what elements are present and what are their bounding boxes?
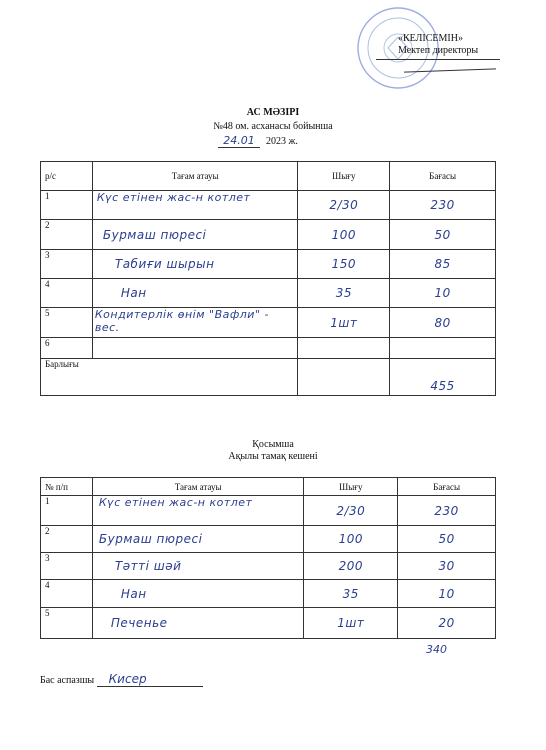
addon-title: Қосымша bbox=[252, 439, 294, 450]
row-no: 1 bbox=[41, 191, 93, 220]
table-row bbox=[41, 496, 496, 526]
row-price: 85 bbox=[390, 250, 496, 279]
date-row bbox=[218, 134, 298, 148]
approval-block bbox=[398, 33, 478, 57]
row-name: Печенье bbox=[92, 608, 304, 639]
approval-underline bbox=[376, 59, 500, 60]
table-header-row bbox=[41, 162, 496, 191]
row-name: Күс етінен жас-н котлет bbox=[92, 496, 304, 526]
row-no: 4 bbox=[41, 580, 93, 608]
row-output: 100 bbox=[298, 220, 390, 250]
addon-subtitle: Ақылы тамақ кешені bbox=[228, 451, 318, 462]
row-price: 10 bbox=[398, 580, 496, 608]
table-row bbox=[41, 338, 496, 359]
total-value: 455 bbox=[390, 359, 496, 396]
col-header-no: р/с bbox=[41, 162, 93, 191]
row-name: Бурмаш пюресі bbox=[92, 526, 304, 553]
row-name: Нан bbox=[92, 580, 304, 608]
row-price: 50 bbox=[390, 220, 496, 250]
col-header-output: Шығу bbox=[298, 162, 390, 191]
row-price: 20 bbox=[398, 608, 496, 639]
row-no: 3 bbox=[41, 250, 93, 279]
row-price: 80 bbox=[390, 308, 496, 338]
table-row bbox=[41, 608, 496, 639]
row-output: 35 bbox=[304, 580, 398, 608]
paid-meal-table bbox=[40, 477, 496, 639]
row-no: 5 bbox=[41, 608, 93, 639]
row-no: 2 bbox=[41, 220, 93, 250]
chef-signature: Кисер bbox=[97, 672, 203, 687]
approval-line1: «КЕЛІСЕМІН» bbox=[398, 33, 463, 44]
row-price: 230 bbox=[398, 496, 496, 526]
row-no: 3 bbox=[41, 553, 93, 580]
table-row bbox=[41, 250, 496, 279]
row-price: 30 bbox=[398, 553, 496, 580]
row-name: Кондитерлік өнім "Вафли" - вес. bbox=[92, 308, 298, 338]
table-row bbox=[41, 191, 496, 220]
row-name: Күс етінен жас-н котлет bbox=[92, 191, 298, 220]
row-output: 150 bbox=[298, 250, 390, 279]
row-name: Нан bbox=[92, 279, 298, 308]
row-name: Бурмаш пюресі bbox=[92, 220, 298, 250]
table-row bbox=[41, 220, 496, 250]
col-header-name: Тағам атауы bbox=[92, 478, 304, 496]
date-handwritten: 24.01 bbox=[218, 134, 260, 148]
total-row bbox=[41, 359, 496, 396]
row-output bbox=[298, 338, 390, 359]
table-row bbox=[41, 580, 496, 608]
row-no: 2 bbox=[41, 526, 93, 553]
total-label: Барлығы bbox=[41, 359, 298, 396]
col-header-price: Бағасы bbox=[390, 162, 496, 191]
table-row bbox=[41, 279, 496, 308]
chef-signature-row bbox=[40, 672, 203, 687]
row-price: 10 bbox=[390, 279, 496, 308]
row-name: Тәтті шәй bbox=[92, 553, 304, 580]
col-header-output: Шығу bbox=[304, 478, 398, 496]
row-output: 100 bbox=[304, 526, 398, 553]
total-empty-cell bbox=[298, 359, 390, 396]
row-output: 2/30 bbox=[298, 191, 390, 220]
date-year: 2023 ж. bbox=[266, 136, 298, 147]
row-price bbox=[390, 338, 496, 359]
table-row bbox=[41, 553, 496, 580]
menu-table bbox=[40, 161, 496, 396]
row-name bbox=[92, 338, 298, 359]
row-price: 230 bbox=[390, 191, 496, 220]
table-header-row bbox=[41, 478, 496, 496]
col-header-price: Бағасы bbox=[398, 478, 496, 496]
row-output: 1шт bbox=[304, 608, 398, 639]
row-no: 6 bbox=[41, 338, 93, 359]
row-name: Табиғи шырын bbox=[92, 250, 298, 279]
row-output: 2/30 bbox=[304, 496, 398, 526]
chef-label: Бас аспазшы bbox=[40, 675, 95, 686]
row-no: 4 bbox=[41, 279, 93, 308]
approval-line2: Мектеп директоры bbox=[398, 45, 479, 56]
page-subtitle: №48 ом. асханасы бойынша bbox=[213, 121, 333, 132]
col-header-name: Тағам атауы bbox=[92, 162, 298, 191]
row-output: 1шт bbox=[298, 308, 390, 338]
row-price: 50 bbox=[398, 526, 496, 553]
table-row bbox=[41, 308, 496, 338]
row-no: 5 bbox=[41, 308, 93, 338]
col-header-no: № п/п bbox=[41, 478, 93, 496]
paid-total-value: 340 bbox=[426, 643, 447, 656]
row-output: 200 bbox=[304, 553, 398, 580]
row-output: 35 bbox=[298, 279, 390, 308]
page-title: АС МӘЗІРІ bbox=[246, 107, 300, 118]
row-no: 1 bbox=[41, 496, 93, 526]
table-row bbox=[41, 526, 496, 553]
